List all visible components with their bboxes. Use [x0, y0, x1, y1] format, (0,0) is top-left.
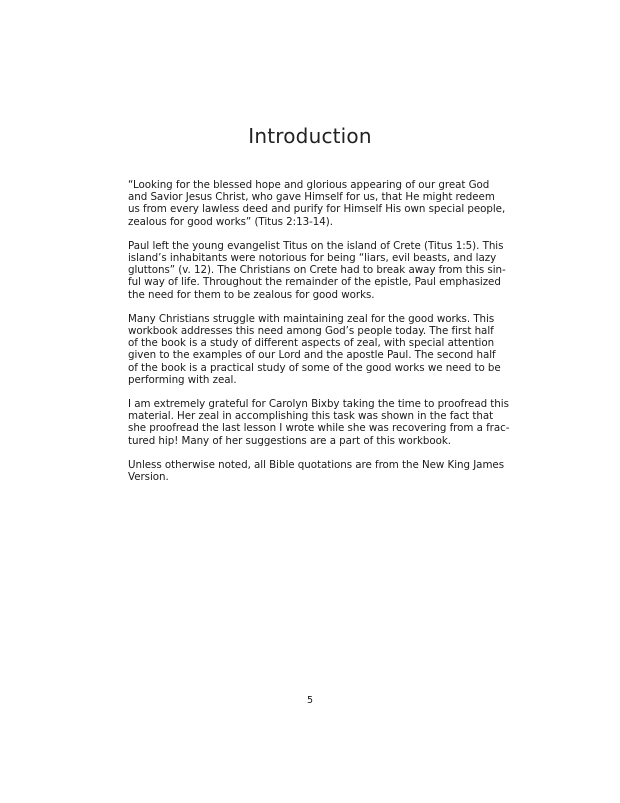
- text-line: the need for them to be zealous for good works.: [128, 288, 375, 301]
- text-line: material. Her zeal in accomplishing this task was shown in the fact that: [128, 410, 494, 423]
- text-line: ful way of life. Throughout the remainder of the epistle, Paul emphasized: [128, 276, 501, 289]
- paragraph-scripture-quote: [128, 179, 506, 228]
- text-line: and Savior Jesus Christ, who gave Himself for us, that He might redeem: [128, 191, 495, 204]
- body-text: [128, 179, 510, 495]
- paragraph-titus-crete: [128, 239, 506, 301]
- text-line: island’s inhabitants were notorious for being “liars, evil beasts, and lazy: [128, 252, 497, 265]
- paragraph-workbook-purpose: [128, 312, 501, 386]
- text-line: she proofread the last lesson I wrote while she was recovering from a frac-: [128, 422, 510, 435]
- text-line: zealous for good works” (Titus 2:13-14).: [128, 215, 333, 228]
- text-line: Paul left the young evangelist Titus on the island of Crete (Titus 1:5). This: [128, 239, 504, 252]
- text-line: Many Christians struggle with maintaining zeal for the good works. This: [128, 312, 495, 325]
- text-line: given to the examples of our Lord and the apostle Paul. The second half: [128, 349, 496, 362]
- page-title: Introduction: [248, 124, 372, 148]
- text-line: of the book is a practical study of some of the good works we need to be: [128, 361, 501, 374]
- text-line: of the book is a study of different aspects of zeal, with special attention: [128, 337, 495, 350]
- paragraph-acknowledgment: [128, 398, 510, 447]
- text-line: performing with zeal.: [128, 373, 237, 386]
- text-line: I am extremely grateful for Carolyn Bixby taking the time to proofread this: [128, 398, 509, 411]
- text-line: workbook addresses this need among God’s people today. The first half: [128, 325, 494, 338]
- paragraph-bible-version-note: [128, 458, 505, 484]
- text-line: Unless otherwise noted, all Bible quotations are from the New King James: [128, 458, 505, 471]
- text-line: gluttons” (v. 12). The Christians on Crete had to break away from this sin-: [128, 264, 506, 277]
- text-line: tured hip! Many of her suggestions are a part of this workbook.: [128, 434, 452, 447]
- text-line: us from every lawless deed and purify for Himself His own special people,: [128, 203, 506, 216]
- text-line: Version.: [128, 471, 169, 484]
- page-number: 5: [306, 695, 314, 706]
- text-line: “Looking for the blessed hope and glorious appearing of our great God: [128, 179, 490, 191]
